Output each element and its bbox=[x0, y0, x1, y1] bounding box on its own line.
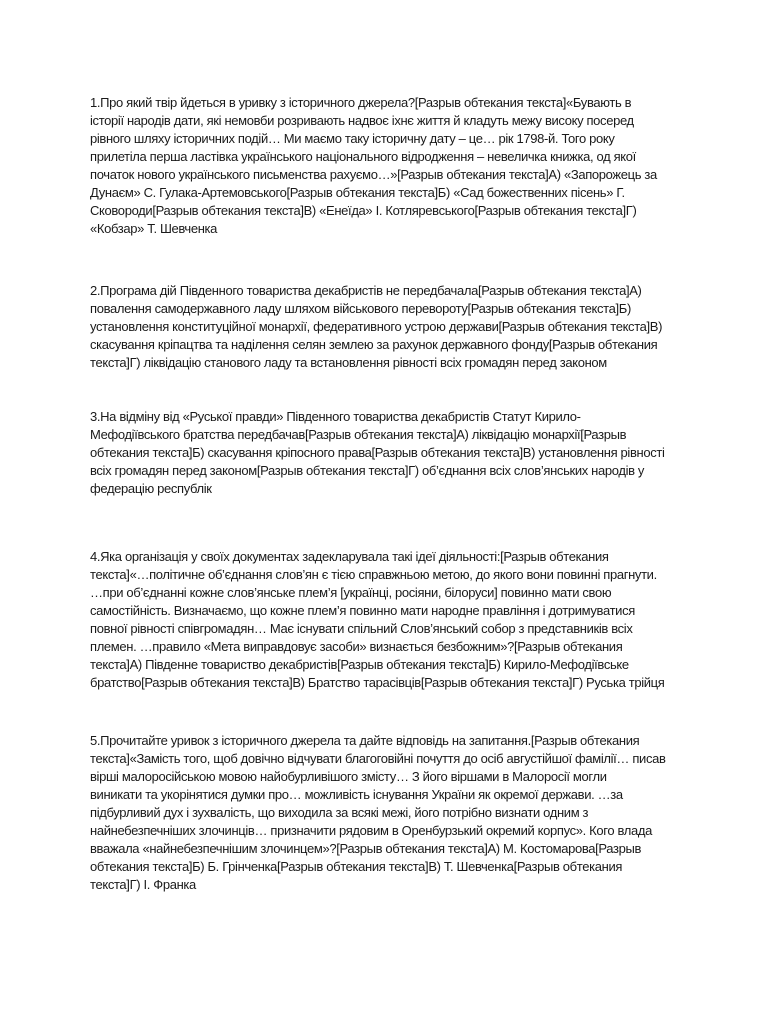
question-1: 1.Про який твір йдеться в уривку з історичного джерела?[Разрыв обтекания текста]«Бувають в історії народів дати, які немовби розривають надвоє іхнє життя й кладуть межу високу посеред рівного шляху історичних подій… Ми маємо таку історичну дату – це… рік 1798-й. Того року прилетіла перша ластівка українського національного відродження – невеличка книжка, од якої початок нового українського письменства рахуємо…»[Разрыв обтекания текста]А) «Запорожець за Дунаєм» С. Гулака-Артемовського[Разрыв обтекания текста]Б) «Сад божественних пісень» Г. Сковороди[Разрыв обтекания текста]В) «Енеїда» І. Котляревського[Разрыв обтекания текста]Г) «Кобзар» Т. Шевченка bbox=[90, 95, 657, 236]
question-3: 3.На відміну від «Руської правди» Південного товариства декабристів Статут Кирило- Мефодіївського братства передбачав[Разрыв обтекания текста]А) ліквідацію монархії[Разрыв обтекания текста]Б) скасування кріпосного права[Разрыв обтекания текста]В) установлення рівності всіх громадян перед законом[Разрыв обтекания текста]Г) об’єднання всіх слов’янських народів у федерацію республік bbox=[90, 409, 665, 496]
question-5: 5.Прочитайте уривок з історичного джерела та дайте відповідь на запитання.[Разрыв обтекания текста]«Замість того, щоб довічно відчувати благоговійні почуття до осіб августійшої фамілії… писав вірші малоросійською мовою найобурливішого змісту… З його віршами в Малоросії могли виникати та укорінятися думки про… можливість існування України як окремої держави. …за підбурливий дух і зухвалість, що виходила за всякі межі, його потрібно визнати одним з найнебезпечніших злочинців… призначити рядовим в Оренбурзький окремий корпус». Кого влада вважала «найнебезпечнішим злочинцем»?[Разрыв обтекания текста]А) М. Костомарова[Разрыв обтекания текста]Б) Б. Грінченка[Разрыв обтекания текста]В) Т. Шевченка[Разрыв обтекания текста]Г) І. Франка bbox=[90, 733, 666, 892]
question-2: 2.Програма дій Південного товариства декабристів не передбачала[Разрыв обтекания текста]А) повалення самодержавного ладу шляхом військового перевороту[Разрыв обтекания текста]Б) установлення конституційної монархії, федеративного устрою держави[Разрыв обтекания текста]В) скасування кріпацтва та наділення селян землею за рахунок державного фонду[Разрыв обтекания текста]Г) ліквідацію станового ладу та встановлення рівності всіх громадян перед законом bbox=[90, 283, 663, 370]
question-4: 4.Яка організація у своїх документах задекларувала такі ідеї діяльності:[Разрыв обтекания текста]«…політичне об’єднання слов’ян є тією справжньою метою, до якого вони повинні прагнути. …при об’єднанні кожне слов’янське плем’я [украïнці, росіяни, білоруси] повинно мати свою самостійність. Визначаємо, що кожне плем’я повинно мати народне правління і дотримуватися повної рівності співгромадян… Має існувати спільний Слов’янський собор з представників всіх племен. …правило «Мета виправдовує засоби» визнається безбожним»?[Разрыв обтекания текста]А) Південне товариство декабристів[Разрыв обтекания текста]Б) Кирило-Мефодіївське братство[Разрыв обтекания текста]В) Братство тарасівців[Разрыв обтекания текста]Г) Руська трійця bbox=[90, 549, 665, 690]
